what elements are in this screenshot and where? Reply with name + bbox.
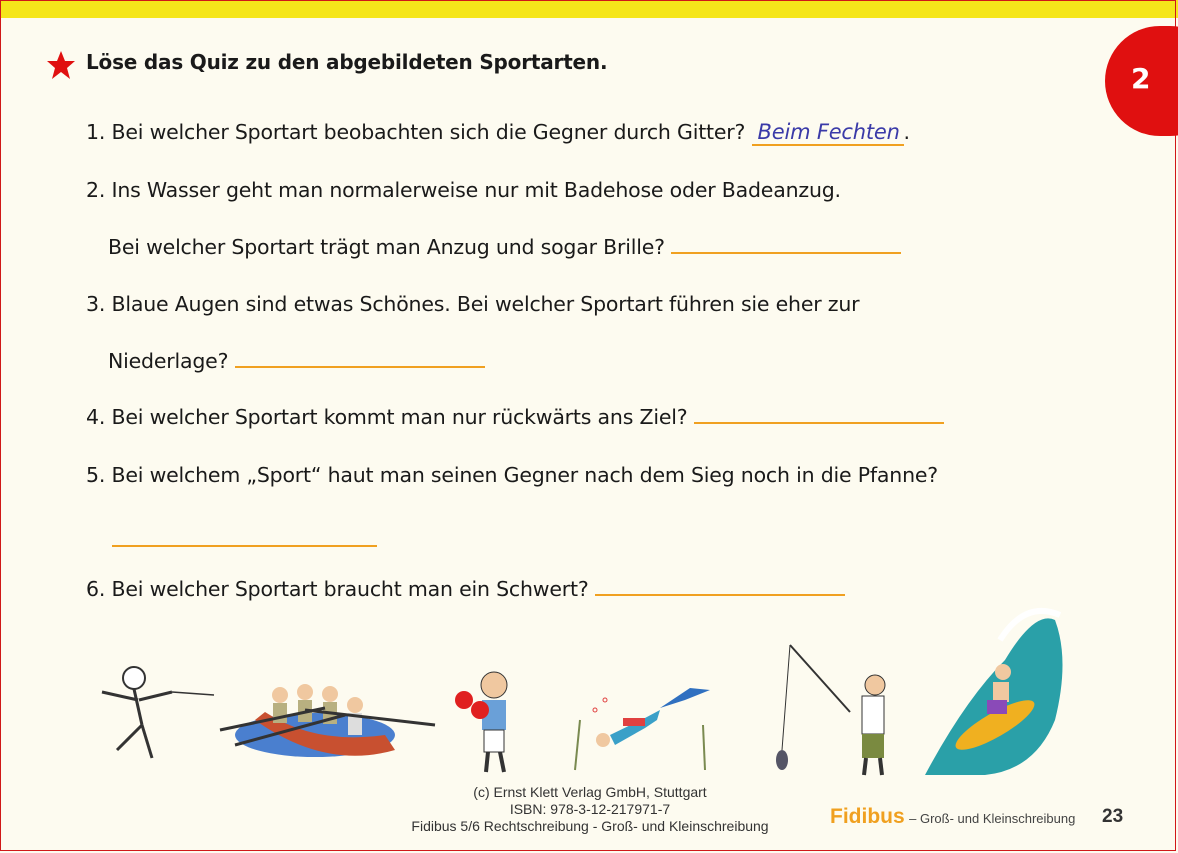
- copyright-publisher: (c) Ernst Klett Verlag GmbH, Stuttgart: [473, 784, 707, 800]
- question-6-answer-field[interactable]: [595, 593, 845, 596]
- question-4: [86, 405, 944, 429]
- exercise-number: 2: [1131, 62, 1151, 95]
- question-2-line-2: [108, 235, 901, 259]
- copyright-isbn: ISBN: 978-3-12-217971-7: [509, 801, 671, 817]
- task-heading: Löse das Quiz zu den abgebildeten Sportarten.: [86, 50, 608, 74]
- question-3-line-2: [108, 349, 485, 373]
- question-1-end: .: [903, 120, 910, 144]
- question-6-text: 6. Bei welcher Sportart braucht man ein Schwert?: [86, 577, 589, 601]
- question-4-text: 4. Bei welcher Sportart kommt man nur rückwärts ans Ziel?: [86, 405, 688, 429]
- question-4-answer-field[interactable]: [694, 421, 944, 424]
- diver-illustration: [565, 600, 715, 780]
- question-3-answer-field[interactable]: [235, 365, 485, 368]
- angler-illustration: [770, 600, 895, 780]
- question-6: [86, 577, 845, 601]
- question-3-line-1: 3. Blaue Augen sind etwas Schönes. Bei welcher Sportart führen sie eher zur: [86, 292, 860, 316]
- question-2-text: Bei welcher Sportart trägt man Anzug und sogar Brille?: [108, 235, 665, 259]
- copyright-notice: [330, 784, 850, 835]
- footer-brand: [830, 805, 1075, 829]
- question-1: [86, 120, 910, 146]
- question-5-answer-row: [112, 528, 377, 552]
- question-2-line-1: 2. Ins Wasser geht man normalerweise nur mit Badehose oder Badeanzug.: [86, 178, 841, 202]
- star-icon: [46, 50, 76, 80]
- page-number: 23: [1102, 806, 1124, 827]
- question-5-answer-field[interactable]: [112, 544, 377, 547]
- question-1-answer-field[interactable]: Beim Fechten: [752, 120, 904, 146]
- question-5: 5. Bei welchem „Sport“ haut man seinen Gegner nach dem Sieg noch in die Pfanne?: [86, 463, 938, 487]
- question-2-answer-field[interactable]: [671, 251, 901, 254]
- question-1-text: 1. Bei welcher Sportart beobachten sich die Gegner durch Gitter?: [86, 120, 746, 144]
- brand-subtitle: – Groß- und Kleinschreibung: [909, 811, 1076, 826]
- copyright-title: Fidibus 5/6 Rechtschreibung - Groß- und Kleinschreibung: [411, 818, 769, 834]
- fencer-illustration: [82, 600, 217, 780]
- surfer-illustration: [925, 600, 1070, 780]
- question-3-text: Niederlage?: [108, 349, 229, 373]
- rowing-illustration: [215, 600, 440, 780]
- brand-name: Fidibus: [830, 805, 905, 828]
- boxer-illustration: [442, 600, 532, 780]
